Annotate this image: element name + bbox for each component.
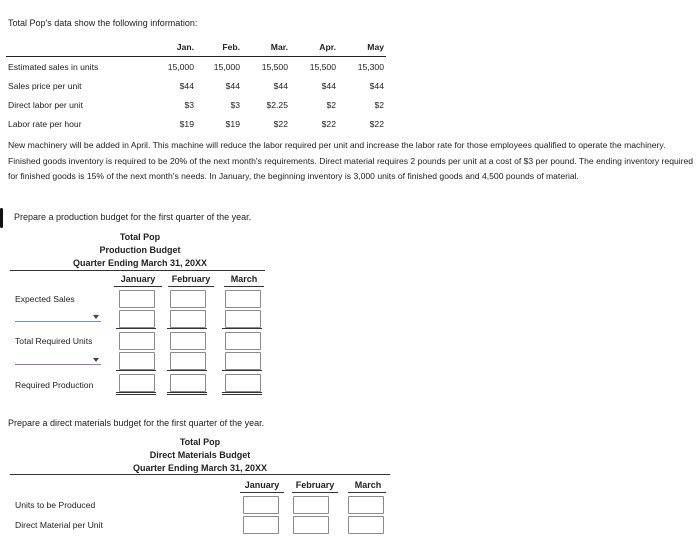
row-label: Sales price per unit (8, 80, 82, 91)
input-required-production-january[interactable] (119, 374, 155, 392)
input-required-production-march[interactable] (225, 374, 261, 392)
col-apr: Apr. (319, 42, 336, 52)
divider (10, 270, 265, 271)
production-prompt: Prepare a production budget for the first quarter of the year. (14, 212, 252, 222)
cell: $3 (184, 99, 194, 110)
input-dropdown1-january[interactable] (119, 310, 155, 328)
table-row (6, 95, 386, 114)
row-label-units-produced: Units to be Produced (15, 500, 96, 510)
col-mar: Mar. (270, 42, 288, 52)
cell: 15,000 (167, 61, 194, 72)
double-underline (167, 392, 207, 393)
cell: $22 (369, 118, 384, 129)
input-material-per-unit-january[interactable] (243, 516, 279, 534)
total-underline (167, 328, 207, 329)
total-underline (116, 328, 156, 329)
cell: $44 (369, 80, 384, 91)
production-title-period: Quarter Ending March 31, 20XX (72, 258, 208, 268)
col-jan: Jan. (176, 42, 194, 52)
question-marker (0, 208, 3, 228)
row-label-expected-sales: Expected Sales (15, 294, 75, 304)
input-dropdown2-january[interactable] (119, 352, 155, 370)
production-title-name: Production Budget (99, 245, 181, 255)
col-underline (114, 286, 162, 287)
col-underline (224, 286, 264, 287)
materials-col-february: February (295, 480, 335, 490)
row-label: Direct labor per unit (8, 99, 83, 110)
col-underline (292, 492, 338, 493)
cell: $44 (321, 80, 336, 91)
cell: 15,300 (357, 61, 384, 72)
cell: $44 (179, 80, 194, 91)
cell: $44 (225, 80, 240, 91)
materials-title-company: Total Pop (179, 437, 221, 447)
cell: $2 (374, 99, 384, 110)
row-label-total-required: Total Required Units (15, 336, 93, 346)
cell: 15,500 (261, 61, 288, 72)
cell: $19 (179, 118, 194, 129)
total-underline (222, 328, 262, 329)
materials-col-march: March (354, 480, 382, 490)
input-total-required-january[interactable] (119, 332, 155, 350)
double-underline (167, 394, 207, 395)
row-label: Estimated sales in units (8, 61, 99, 72)
col-underline (348, 492, 386, 493)
input-units-produced-february[interactable] (293, 496, 329, 514)
double-underline (116, 392, 156, 393)
materials-col-january: January (244, 480, 280, 490)
double-underline (116, 394, 156, 395)
input-dropdown1-february[interactable] (170, 310, 206, 328)
cell: 15,500 (309, 61, 336, 72)
row-label-required-production: Required Production (15, 380, 94, 390)
input-total-required-march[interactable] (225, 332, 261, 350)
intro-text: Total Pop's data show the following information: (8, 18, 198, 28)
input-material-per-unit-march[interactable] (348, 516, 384, 534)
production-col-february: February (171, 274, 211, 284)
materials-title-period: Quarter Ending March 31, 20XX (132, 463, 268, 473)
chevron-down-icon (93, 358, 99, 362)
input-expected-sales-march[interactable] (225, 290, 261, 308)
col-feb: Feb. (222, 42, 240, 52)
input-expected-sales-february[interactable] (170, 290, 206, 308)
cell: $19 (225, 118, 240, 129)
cell: $3 (230, 99, 240, 110)
materials-title-name: Direct Materials Budget (149, 450, 251, 460)
table-row (6, 76, 386, 95)
input-dropdown1-march[interactable] (225, 310, 261, 328)
chevron-down-icon (93, 315, 99, 319)
col-may: May (367, 42, 384, 52)
table-row (6, 114, 386, 133)
cell: $2.25 (266, 99, 288, 110)
input-units-produced-january[interactable] (243, 496, 279, 514)
total-underline (167, 370, 207, 371)
input-dropdown2-march[interactable] (225, 352, 261, 370)
input-dropdown2-february[interactable] (170, 352, 206, 370)
input-expected-sales-january[interactable] (119, 290, 155, 308)
double-underline (222, 394, 262, 395)
table-row (6, 57, 386, 77)
row-label-material-per-unit: Direct Material per Unit (15, 520, 103, 530)
cell: $22 (321, 118, 336, 129)
cell: $2 (326, 99, 336, 110)
info-table-header (6, 38, 386, 57)
info-table (6, 38, 386, 133)
production-title-company: Total Pop (119, 232, 161, 242)
production-dropdown-2[interactable] (15, 354, 101, 365)
row-label: Labor rate per hour (8, 118, 82, 129)
input-required-production-february[interactable] (170, 374, 206, 392)
col-underline (168, 286, 214, 287)
total-underline (222, 370, 262, 371)
materials-prompt: Prepare a direct materials budget for the first quarter of the year. (8, 418, 265, 428)
cell: $22 (273, 118, 288, 129)
production-col-march: March (230, 274, 258, 284)
total-underline (116, 370, 156, 371)
cell: 15,000 (213, 61, 240, 72)
input-total-required-february[interactable] (170, 332, 206, 350)
col-underline (240, 492, 284, 493)
double-underline (222, 392, 262, 393)
divider (10, 474, 390, 475)
production-dropdown-1[interactable] (15, 311, 101, 322)
production-col-january: January (120, 274, 156, 284)
problem-paragraph: New machinery will be added in April. This machine will reduce the labor required per unit and increase the labor rate for those employees qualified to operate the machinery. Finished goods inventory is required to be 20% of the next month's requirements. Direct material requires 2 pounds per unit at a cost of $3 per pound. The ending inventory required for finished goods is 15% of the next month's needs. In January, the beginning inventory is 3,000 units of finished goods and 4,500 pounds of material. (8, 140, 694, 181)
input-material-per-unit-february[interactable] (293, 516, 329, 534)
input-units-produced-march[interactable] (348, 496, 384, 514)
cell: $44 (273, 80, 288, 91)
